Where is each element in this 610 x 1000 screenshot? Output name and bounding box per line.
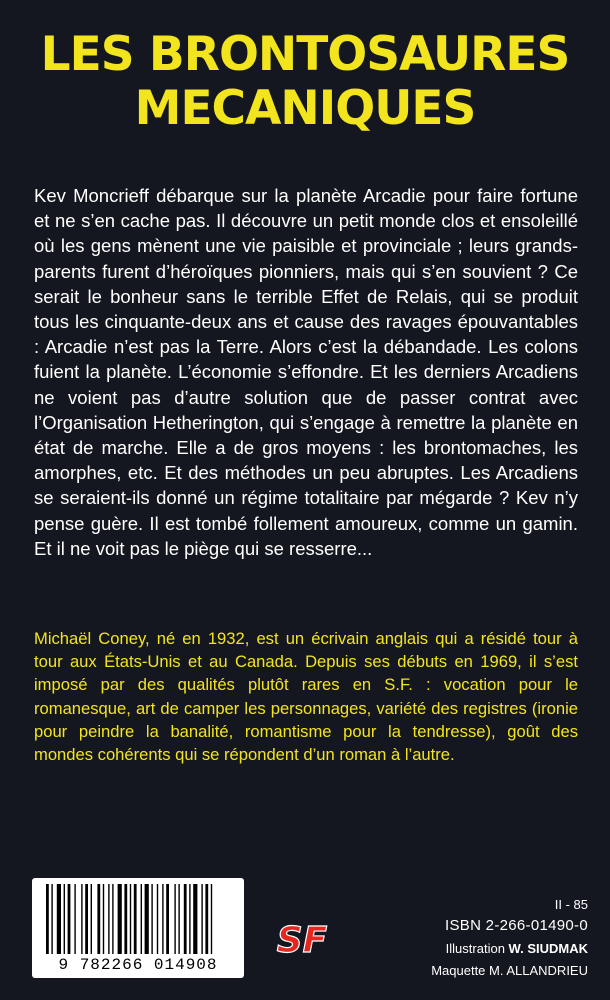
barcode-bar [189,884,190,954]
barcode-bar [134,884,137,954]
barcode-bar [205,884,208,954]
illustration-artist: W. SIUDMAK [508,941,588,956]
barcode-bar [57,884,61,954]
barcode-bar [108,884,109,954]
barcode-bar [124,884,127,954]
barcode-bar [97,884,100,954]
barcode-bar [211,884,212,954]
barcode-bar [201,884,202,954]
illustration-credit [446,941,588,956]
barcode-bar [151,884,152,954]
barcode-bar [118,884,122,954]
barcode-bar [178,884,179,954]
sf-logo [272,918,332,960]
barcode-bar [64,884,65,954]
sf-logo-text: SF [276,920,328,960]
illustration-label: Illustration [445,941,505,956]
barcode-bar [174,884,175,954]
title-line-1: LES BRONTOSAURES [40,27,570,82]
barcode-bar [193,884,197,954]
maquette-credit: Maquette M. ALLANDRIEU [431,963,588,978]
isbn: ISBN 2-266-01490-0 [445,917,588,934]
barcode-bar [166,884,169,954]
barcode-bar [46,884,49,954]
barcode-bar [162,884,163,954]
synopsis-text: Kev Moncrieff débarque sur la planète Arcadie pour faire fortune et ne s’en cache pas. Il découvre un petit monde clos et ensoleillé où les gens mènent une vie paisible et provinciale ; leurs grands-parents furent d’héroïques pionniers, mais qui s’en souvient ? Ce serait le bonheur sans le terrible Effet de Relais, qui se produit tous les cinquante-deux ans et cause des ravages épouvantables : Arcadie n’est pas la Terre. Alors c’est la débandade. Les colons fuient la planète. L’économie s’effondre. Et les derniers Arcadiens ne voient pas d’autre solution que de passer contrat avec l’Organisation Hetherington, qui s’engage à remettre la planète en état de marche. Elle a de gros moyens : les brontomaches, les amorphes, etc. Et des méthodes un peu abruptes. Les Arcadiens se seraient-ils donné un régime totalitaire par mégarde ? Kev n’y pense guère. Il est tombé follement amoureux, comme un gamin. Et il ne voit pas le piège qui se resserre... [34,185,578,559]
barcode-bar [184,884,187,954]
barcode-bar [103,884,104,954]
barcode-bar [91,884,92,954]
barcode-bar [74,884,75,954]
barcode [32,878,244,978]
barcode-bar [81,884,82,954]
barcode-bar [85,884,88,954]
barcode-bar [141,884,142,954]
author-bio: Michaël Coney, né en 1932, est un écrivain anglais qui a résidé tour à tour aux États-Unis et au Canada. Depuis ses débuts en 1969, il s’est imposé par des qualités plutôt rares en S.F. : vocation pour le romanesque, art de camper les personnages, variété des registres (ironie pour peindre la banalité, romantisme pour la tendresse), goût des mondes cohérents qui se répondent d’un roman à l’autre. [34,629,578,765]
barcode-bar [51,884,52,954]
barcode-bars [46,884,230,954]
title-line-2: MECANIQUES [134,81,476,136]
barcode-number: 9 782266 014908 [58,956,218,974]
barcode-bar [68,884,71,954]
barcode-bar [145,884,149,954]
barcode-bar [130,884,131,954]
book-title [0,28,610,136]
barcode-bar [112,884,113,954]
barcode-bar [157,884,158,954]
series-code: II - 85 [554,897,588,912]
